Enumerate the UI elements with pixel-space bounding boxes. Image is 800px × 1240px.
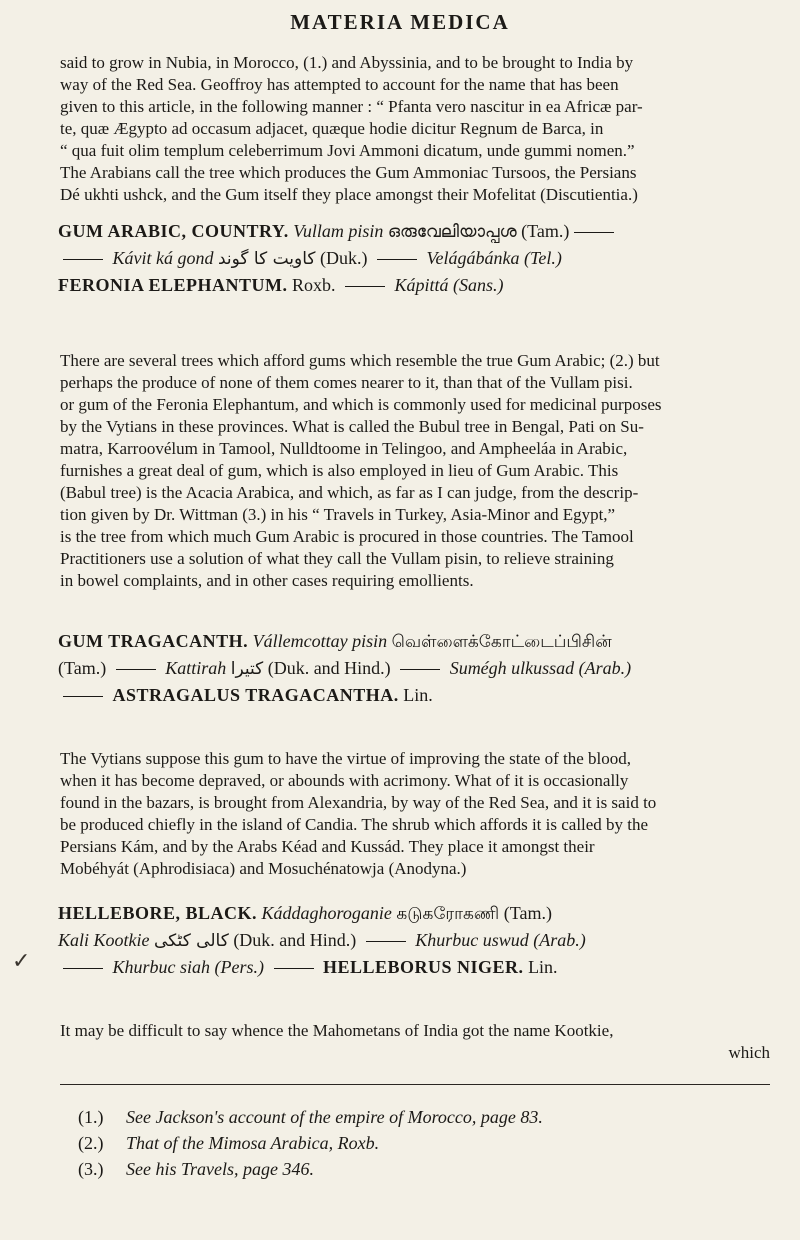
text-line: in bowel complaints, and in other cases requiring emollients. [60, 571, 474, 590]
dukhani-script: کالی کٹکی [154, 931, 229, 951]
entry-line [58, 927, 778, 954]
text-line: which [728, 1043, 770, 1062]
arabic-name: Sumégh ulkussad (Arab.) [449, 658, 632, 678]
authority: Lin. [528, 957, 558, 977]
dukhani-script: کاویت کا گوند [218, 249, 316, 269]
language-tag: (Tam.) [503, 903, 552, 923]
text-line: There are several trees which afford gums which resemble the true Gum Arabic; (2.) but [60, 351, 660, 370]
tamil-script: ഒരുവേലിയാപ്പശ [387, 222, 517, 242]
arabic-name: Khurbuc uswud (Arab.) [415, 930, 586, 950]
botanical-name: HELLEBORUS NIGER. [323, 957, 524, 977]
authority: Lin. [403, 685, 433, 705]
language-tag: (Tam.) [521, 221, 570, 241]
footnote-text: See Jackson's account of the empire of Morocco, page 83. [126, 1107, 543, 1127]
botanical-name: FERONIA ELEPHANTUM. [58, 275, 288, 295]
footnote-number: (2.) [78, 1133, 104, 1153]
entry-line [58, 954, 778, 980]
text-line: be produced chiefly in the island of Candia. The shrub which affords it is called by the [60, 815, 649, 834]
entry-heading: GUM TRAGACANTH. [58, 631, 249, 651]
dukhani-name: Kattirah [165, 658, 227, 678]
language-tag: (Tam.) [58, 658, 107, 678]
tamil-name: Káddaghoroganie [261, 903, 392, 923]
text-line: when it has become depraved, or abounds with acrimony. What of it is occasionally [60, 771, 629, 790]
entry-line [58, 628, 778, 655]
divider [63, 259, 103, 260]
footnote-text: That of the Mimosa Arabica, Roxb. [126, 1133, 380, 1153]
divider [274, 968, 314, 969]
text-line: found in the bazars, is brought from Alexandria, by way of the Red Sea, and it is said to [60, 793, 657, 812]
footnote [78, 1104, 758, 1130]
text-line: or gum of the Feronia Elephantum, and which is commonly used for medicinal purposes [60, 395, 662, 414]
tragacanth-entry [58, 628, 778, 708]
sanskrit-name: Kápittá (Sans.) [394, 275, 504, 295]
tamil-name: Vállemcottay pisin [252, 631, 388, 651]
text-line: given to this article, in the following manner : “ Pfanta vero nascitur in ea Africæ par- [60, 97, 643, 116]
divider [63, 696, 103, 697]
text-line: said to grow in Nubia, in Morocco, (1.) and Abyssinia, and to be brought to India by [60, 53, 634, 72]
gum-arabic-paragraph [60, 350, 770, 592]
dukhani-script: کتیرا [230, 659, 264, 679]
authority: Roxb. [292, 275, 336, 295]
text-line: Mobéhyát (Aphrodisiaca) and Mosuchénatowja (Anodyna.) [60, 859, 467, 878]
entry-line [58, 655, 778, 682]
entry-heading: HELLEBORE, BLACK. [58, 903, 258, 923]
footnotes [78, 1104, 758, 1182]
text-line: Persians Kám, and by the Arabs Kéad and Kussád. They place it amongst their [60, 837, 595, 856]
entry-line [58, 245, 778, 272]
tamil-script: வெள்ளைக்கோட்டைப்பிசின் [391, 632, 612, 652]
divider [116, 669, 156, 670]
text-line: It may be difficult to say whence the Mahometans of India got the name Kootkie, [60, 1021, 614, 1040]
text-line: Practitioners use a solution of what they call the Vullam pisin, to relieve straining [60, 549, 614, 568]
language-tag: (Duk.) [320, 248, 368, 268]
text-line: is the tree from which much Gum Arabic is procured in those countries. The Tamool [60, 527, 634, 546]
botanical-name: ASTRAGALUS TRAGACANTHA. [112, 685, 399, 705]
entry-line [58, 272, 778, 298]
entry-heading: GUM ARABIC, COUNTRY. [58, 221, 289, 241]
text-line: The Arabians call the tree which produces the Gum Ammoniac Tursoos, the Persians [60, 163, 637, 182]
text-line: (Babul tree) is the Acacia Arabica, and which, as far as I can judge, from the descrip- [60, 483, 639, 502]
footnote [78, 1130, 758, 1156]
divider [574, 232, 614, 233]
footnote [78, 1156, 758, 1182]
hellebore-paragraph [60, 1020, 770, 1064]
divider [400, 669, 440, 670]
divider [63, 968, 103, 969]
margin-mark: ✓ [12, 948, 31, 973]
divider [345, 286, 385, 287]
page-header: MATERIA MEDICA [290, 10, 510, 34]
dukhani-name: Kali Kootkie [58, 930, 150, 950]
gum-arabic-entry [58, 218, 778, 298]
text-line: “ qua fuit olim templum celeberrimum Jovi Ammoni dicatum, unde gummi nomen.” [60, 141, 635, 160]
text-line: furnishes a great deal of gum, which is also employed in lieu of Gum Arabic. This [60, 461, 619, 480]
footnote-rule [60, 1084, 770, 1085]
text-line: The Vytians suppose this gum to have the virtue of improving the state of the blood, [60, 749, 631, 768]
text-line: tion given by Dr. Wittman (3.) in his “ Travels in Turkey, Asia-Minor and Egypt,” [60, 505, 616, 524]
footnote-number: (3.) [78, 1159, 104, 1179]
persian-name: Khurbuc siah (Pers.) [112, 957, 264, 977]
tragacanth-paragraph [60, 748, 770, 880]
telugu-name: Velágábánka (Tel.) [426, 248, 562, 268]
text-line: way of the Red Sea. Geoffroy has attempted to account for the name that has been [60, 75, 619, 94]
text-line: te, quæ Ægypto ad occasum adjacet, quæque hodie dicitur Regnum de Barca, in [60, 119, 604, 138]
tamil-name: Vullam pisin [293, 221, 384, 241]
tamil-script: கடுகரோகணி [396, 904, 500, 924]
hellebore-entry [58, 900, 778, 980]
language-tag: (Duk. and Hind.) [233, 930, 357, 950]
entry-line [58, 900, 778, 927]
divider [377, 259, 417, 260]
divider [366, 941, 406, 942]
dukhani-name: Kávit ká gond [112, 248, 214, 268]
language-tag: (Duk. and Hind.) [267, 658, 391, 678]
text-line: perhaps the produce of none of them comes nearer to it, than that of the Vullam pisi. [60, 373, 633, 392]
entry-line [58, 682, 778, 708]
text-line: matra, Karroovélum in Tamool, Nulldtoome in Telingoo, and Ampheeláa in Arabic, [60, 439, 628, 458]
text-line: by the Vytians in these provinces. What is called the Bubul tree in Bengal, Pati on Su- [60, 417, 644, 436]
text-line: Dé ukhti ushck, and the Gum itself they place amongst their Mofelitat (Discutientia.) [60, 185, 638, 204]
footnote-text: See his Travels, page 346. [126, 1159, 314, 1179]
entry-line [58, 218, 778, 245]
footnote-number: (1.) [78, 1107, 104, 1127]
intro-paragraph [60, 52, 770, 206]
